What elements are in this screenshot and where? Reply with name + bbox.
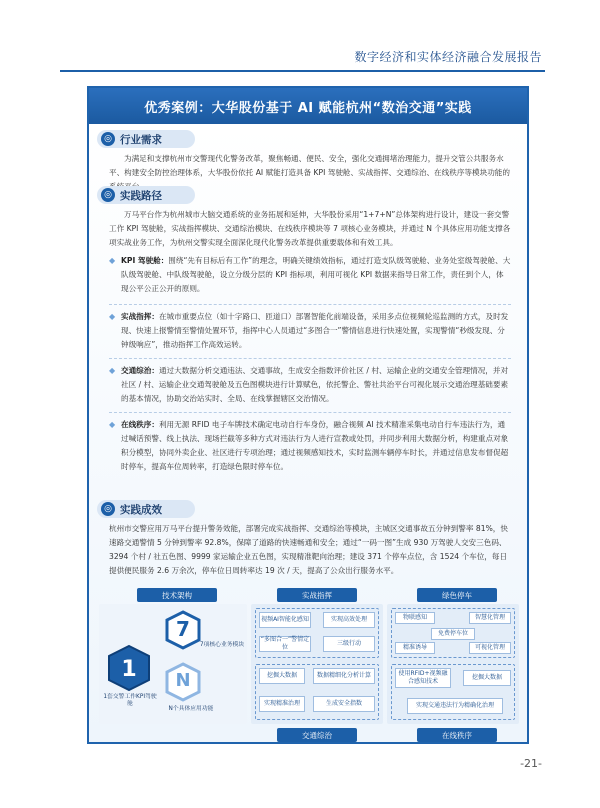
- traffic-box: 生成安全指数: [313, 696, 375, 712]
- bullet-kpi-text: 围绕“先有目标后有工作”的理念，明确关键绩效指标，通过打造支队级驾驶舱、业务处室级驾驶舱、大队级驾驶舱、中队级驾驶舱，设立分级分层的 KPI 指标项，利用可视化 KPI 数据来指导日常工作，责任到个人，体现公平公正公开的原则。: [121, 256, 511, 293]
- green-box: 精准诱导: [395, 642, 435, 654]
- target-icon: ◎: [101, 502, 115, 516]
- bullet-command-title: 实战指挥：: [121, 312, 159, 321]
- seven-number: 7: [176, 617, 190, 641]
- bullet-diamond-icon: ◆: [109, 312, 116, 321]
- green-box: 智慧化管理: [469, 612, 511, 624]
- bullet-traffic-title: 交通综治：: [121, 366, 159, 375]
- arch-panel: [99, 604, 247, 724]
- section-path-heading: [97, 186, 195, 204]
- case-title: 优秀案例：大华股份基于 AI 赋能杭州“数治交通”实践: [144, 100, 472, 116]
- command-box: 视频AI智能化感知: [259, 612, 311, 628]
- case-header: [89, 88, 527, 124]
- traffic-box: 实现精准治理: [259, 696, 305, 712]
- architecture-diagram: [99, 588, 519, 742]
- tab-traffic: 交通综治: [277, 728, 357, 742]
- n-label: N个具体应用功能: [168, 706, 214, 712]
- green-panel: [387, 604, 519, 724]
- tab-command: 实战指挥: [277, 588, 357, 602]
- green-box: 免费停车位: [431, 628, 475, 640]
- section-industry-heading: [97, 130, 195, 148]
- command-box: “多图合一”警情定位: [260, 636, 310, 651]
- bullet-kpi: [109, 254, 511, 296]
- bullet-order-title: 在线秩序：: [121, 420, 159, 429]
- path-intro-paragraph: 万马平台作为杭州城市大脑交通系统的业务拓展和延伸，大华股份采用“1+7+N”总体架构进行设计，建设一套交警工作 KPI 驾驶舱，实战指挥模块、交通综治模块、在线秩序模块等 7 项核心业务模块，并通过 N 个具体应用功能支撑各项实战业务工作，为杭州交警实现全面深化现代化警务改革提供重要载体和有效工具。: [109, 210, 511, 247]
- tab-order: 在线秩序: [417, 728, 497, 742]
- separator: [109, 358, 511, 359]
- bullet-diamond-icon: ◆: [109, 366, 116, 375]
- command-box: 实现高效处理: [323, 612, 375, 628]
- bullet-traffic: [109, 364, 511, 406]
- bullet-diamond-icon: ◆: [109, 256, 116, 265]
- section-path-label: 实践路径: [120, 189, 162, 202]
- industry-paragraph: 为满足和支撑杭州市交警现代化警务改革，聚焦畅通、便民、安全，强化交通拥堵治理能力，提升交管公共服务水平、构建安全防控治理体系，大华股份依托 AI 赋能打造具备 KPI 驾驶舱、实战指挥、交通综治、在线秩序等模块功能的: [109, 154, 510, 177]
- section-results-label: 实践成效: [120, 503, 162, 516]
- bullet-kpi-title: KPI 驾驶舱：: [121, 256, 169, 265]
- tab-green: 绿色停车: [417, 588, 497, 602]
- case-box: [87, 86, 529, 744]
- seven-label: 7项核心业务模块: [199, 642, 245, 648]
- page-number: -21-: [520, 757, 542, 770]
- command-box: 三级行动: [323, 636, 375, 652]
- green-box: 可视化管理: [469, 642, 511, 654]
- green-box: 物联感知: [395, 612, 435, 624]
- bullet-order: [109, 418, 511, 474]
- order-box: 实现交通违法行为精确化治理: [407, 698, 503, 714]
- traffic-box: 挖掘大数据: [259, 668, 305, 684]
- case-body: [89, 124, 527, 742]
- traffic-box: 数据精细化分析计算: [313, 668, 375, 684]
- separator: [109, 412, 511, 413]
- bullet-command: [109, 310, 511, 352]
- bullet-command-text: 在城市重要点位（如十字路口、匝道口）部署智能化前端设备，采用多点位视频轮巡监测的方式，及时发现、快速上报警情至警情处置环节，指挥中心人员通过“多图合一”警情信息进行快速处置，实现警情“秒级发现、分钟级响应”，推动指挥工作高效运转。: [121, 312, 509, 349]
- bullet-order-text: 利用无源 RFID 电子车牌技术确定电动自行车身份，融合视频 AI 技术精准采集电动自行车违法行为，通过喊话预警、线上执法、现场拦截等多种方式对违法行为人进行宣教或处罚，并同步利用大数据分析，构建重点对象积分模型，协同外卖企业、社区进行专项治理；通过视频感知技术，实时监测车辆停车时长，并通过信息发布督促超时停车，提高车位周转率，打造绿色限时停车位。: [121, 420, 509, 471]
- one-number: 1: [121, 657, 137, 682]
- report-title: 数字经济和实体经济融合发展报告: [354, 50, 542, 64]
- target-icon: ◎: [101, 188, 115, 202]
- bullet-diamond-icon: ◆: [109, 420, 116, 429]
- section-industry-label: 行业需求: [120, 133, 162, 146]
- order-box: 使用RFID+视频融合感知技术: [395, 668, 451, 688]
- header-rule: [60, 70, 545, 72]
- target-icon: ◎: [101, 132, 115, 146]
- separator: [109, 304, 511, 305]
- tab-arch: 技术架构: [137, 588, 217, 602]
- results-paragraph: 杭州市交警应用万马平台提升警务效能，部署完成实战指挥、交通综治等模块，主城区交通事故五分钟到警率 81%，快速路交通警情 5 分钟到警率 92.8%，保障了道路的快速畅通和安全；通过“一码一图”生成 930 万驾驶人交安三色码、3294 个村 / 社五色图、9999 家运输企业五色图，实现精准靶向治理；建设 371 个停车点位，含 1524 个车位，每日提供便民服务 2.6 万余次，停车位日周转率达 19 次 / 天，提高了公众出行服务水平。: [109, 524, 508, 575]
- command-panel: [251, 604, 383, 724]
- n-letter: N: [175, 670, 191, 691]
- one-label: 1套交警工作KPI驾驶舱: [103, 694, 157, 707]
- order-box: 挖掘大数据: [463, 670, 511, 686]
- section-results-heading: [97, 500, 195, 518]
- bullet-traffic-text: 通过大数据分析交通违法、交通事故，生成安全指数评价社区 / 村、运输企业的交通安全管理情况，并对社区 / 村、运输企业交通驾驶舱及五色图模块进行计算赋色，依托警企、警社共治平台可视化展示交通治理基础要素的基本情况，协助交治站实时、全局、在线掌握辖区交治情况。: [121, 366, 509, 403]
